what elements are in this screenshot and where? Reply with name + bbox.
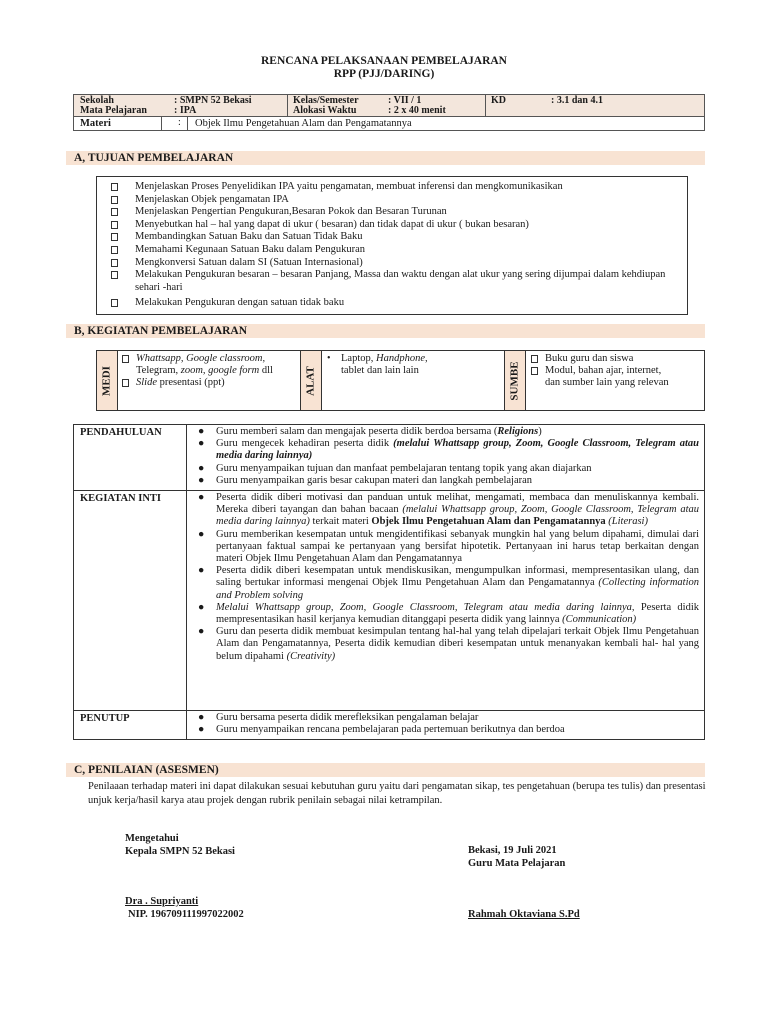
- list-item-text: Buku guru dan siswa: [545, 353, 634, 364]
- bullet-icon: ●: [198, 601, 205, 613]
- list-item: [111, 219, 677, 232]
- alokasi-label: Alokasi Waktu: [293, 105, 357, 116]
- list-item: [194, 626, 699, 663]
- list-item-text: Menjelaskan Objek pengamatan IPA: [135, 193, 289, 205]
- materi-label: Materi: [80, 118, 111, 129]
- list-item: [194, 438, 699, 462]
- list-item: [325, 353, 475, 377]
- alokasi-value: : 2 x 40 menit: [388, 105, 446, 116]
- media-apps-text: Whattsapp, Google classroom,: [136, 353, 266, 364]
- sekolah-value: : SMPN 52 Bekasi: [174, 95, 252, 106]
- list-item-text: Menjelaskan Proses Penyelidikan IPA yaitu pengamatan, membuat inferensi dan mengkomunikasikan: [135, 181, 563, 192]
- checkbox-square-icon: [111, 233, 118, 241]
- media-ppt-text: presentasi (ppt): [157, 377, 225, 388]
- list-item: [111, 231, 677, 244]
- guru-name: Rahmah Oktaviana S.Pd: [468, 909, 580, 920]
- list-item: [194, 565, 699, 602]
- literasi-text: (Literasi): [605, 516, 648, 528]
- bullet-icon: ●: [198, 426, 205, 437]
- list-item: [194, 602, 699, 626]
- bullet-icon: ●: [198, 712, 205, 723]
- list-item: [111, 206, 677, 219]
- divider: [161, 117, 162, 130]
- list-item: [194, 463, 699, 475]
- list-item-text: Peserta didik diberi kesempatan untuk mendiskusikan, mengumpulkan informasi, mempresentasikan ulang, dan saling bertukar informasi mengenai Objek Ilmu Pengetahuan Alam dan Pengamatannya: [216, 565, 699, 589]
- list-item-text: Peserta didik diberi motivasi dan panduan untuk melihat, mengamati, membaca dan menuliskannya kembali. Mereka diberi tayangan dan bahan bacaan: [216, 492, 699, 516]
- checkbox-square-icon: [531, 367, 538, 375]
- list-item: [120, 377, 300, 389]
- list-item-text: Mengkonversi Satuan dalam SI (Satuan Internasional): [135, 256, 363, 268]
- guru-mapel-text: Guru Mata Pelajaran: [468, 858, 566, 869]
- table-row-kegiatan-inti: [74, 491, 704, 711]
- checkbox-square-icon: [111, 271, 118, 279]
- list-item-text: Melakukan Pengukuran besaran – besaran Panjang, Massa dan waktu dengan alat ukur yang sering dijumpai dalam kehdiupan sehari -hari: [135, 269, 666, 293]
- channels-text: Melalui Whattsapp group, Zoom, Google Classroom, Telegram atau media daring lainnya,: [216, 601, 635, 613]
- mengetahui-text: Mengetahui: [125, 833, 179, 844]
- bullet-icon: •: [327, 353, 331, 364]
- pendahuluan-list: [194, 426, 699, 487]
- kelas-value: : VII / 1: [388, 95, 422, 106]
- list-item-text: Membandingkan Satuan Baku dan Satuan Tidak Baku: [135, 231, 363, 243]
- list-item: [111, 269, 677, 294]
- list-item: [111, 194, 677, 207]
- materi-emphasis-text: Objek Ilmu Pengetahuan Alam dan Pengamatannya: [371, 516, 606, 528]
- alat-header-text: ALAT: [304, 365, 317, 396]
- table-row-pendahuluan: [74, 425, 704, 491]
- list-item: [529, 353, 689, 365]
- media-header-text: MEDI: [100, 365, 113, 396]
- kd-value: : 3.1 dan 4.1: [551, 95, 603, 106]
- bullet-icon: ●: [198, 626, 205, 638]
- list-item: [111, 257, 677, 270]
- list-item: [194, 475, 699, 487]
- divider: [485, 95, 486, 118]
- kegiatan-inti-label: KEGIATAN INTI: [74, 491, 187, 710]
- list-item: [194, 712, 699, 724]
- alat-handphone-text: Handphone,: [376, 353, 428, 364]
- divider: [287, 95, 288, 118]
- tujuan-list-box: [96, 176, 688, 315]
- list-item-text: Memahami Kegunaan Satuan Baku dalam Pengukuran: [135, 243, 366, 255]
- bullet-icon: ●: [198, 492, 205, 503]
- media-telegram-text: Telegram,: [136, 365, 181, 376]
- bullet-icon: ●: [198, 438, 205, 450]
- penilaian-text: Penilaaan terhadap materi ini dapat dilakukan sesuai kebutuhan guru yaitu dari pengamatan sikap, tes pengetahuan (berupa tes tulis) dan presentasi unjuk kerja/hasil karya atau projek dengan rubrik penilain sebagai nilai ketrampilan.: [88, 781, 706, 806]
- signature-right-block: [468, 844, 565, 870]
- list-item-text: Melakukan Pengukuran dengan satuan tidak baku: [135, 297, 345, 309]
- list-item-text: Menjelaskan Pengertian Pengukuran,Besaran Pokok dan Besaran Turunan: [135, 206, 447, 218]
- alat-column-header: [301, 351, 322, 410]
- list-item-text: ): [538, 426, 542, 437]
- bullet-icon: ●: [198, 462, 205, 474]
- list-item-text: Guru memberi salam dan mengajak peserta didik berdoa bersama (: [216, 426, 498, 437]
- kegiatan-table: [73, 424, 705, 740]
- kelas-label: Kelas/Semester: [293, 95, 359, 106]
- kd-label: KD: [491, 95, 506, 106]
- signature-left-block: [125, 832, 235, 858]
- list-item-text: Guru menyampaikan tujuan dan manfaat pembelajaran tentang topik yang akan diajarkan: [216, 462, 592, 474]
- checkbox-square-icon: [111, 196, 118, 204]
- table-row-penutup: [74, 711, 704, 739]
- list-item-text: Guru memberikan kesempatan untuk mengidentifikasi sebanyak mungkin hal yang belum dipahami, dimulai dari pertanyaan faktual sampai ke pertanyaan yang bersifat hipotetik. Pertanyaan ini harus tetap berkaitan dengan materi Objek Ilmu Pengetahuan Alam dan Pengamatannya: [216, 528, 699, 565]
- checkbox-square-icon: [122, 379, 129, 387]
- checkbox-square-icon: [111, 221, 118, 229]
- penutup-label: PENUTUP: [74, 711, 187, 739]
- info-table: [73, 94, 705, 132]
- communication-text: (Communication): [562, 614, 637, 626]
- list-item-text: Guru dan peserta didik membuat kesimpulan tentang hal-hal yang telah dipelajari terkait Objek Ilmu Pengetahuan Alam dan Pengamatannya, Peserta didik kemudian diberi kesempatan untuk menanyakan kembali hal- hal yang belum dipahami: [216, 626, 699, 662]
- tujuan-list: [111, 181, 677, 310]
- list-item: [194, 529, 699, 566]
- checkbox-square-icon: [111, 208, 118, 216]
- list-item-text: Menyebutkan hal – hal yang dapat di ukur ( besaran) dan tidak dapat di ukur ( bukan besaran): [135, 218, 529, 230]
- sumber-column-header: [505, 351, 526, 410]
- info-header-row: [73, 94, 705, 117]
- list-item-text: Guru menyampaikan rencana pembelajaran pada pertemuan berikutnya dan berdoa: [216, 724, 565, 736]
- list-item-text: Guru bersama peserta didik merefleksikan pengalaman belajar: [216, 712, 479, 723]
- creativity-text: (Creativity): [286, 650, 336, 662]
- media-zoom-text: zoom, google form: [180, 365, 260, 376]
- list-item: [194, 426, 699, 438]
- bullet-icon: ●: [198, 724, 205, 736]
- section-a-heading: A, TUJUAN PEMBELAJARAN: [66, 151, 705, 165]
- list-item-text: Modul, bahan ajar, internet, dan sumber lain yang relevan: [545, 365, 669, 388]
- media-slide-text: Slide: [136, 377, 157, 388]
- bullet-icon: ●: [198, 565, 205, 577]
- alat-list: [325, 353, 475, 377]
- bullet-icon: ●: [198, 474, 205, 486]
- collecting-text: (Collecting information and Problem solving: [216, 577, 699, 601]
- list-item: [120, 353, 300, 377]
- list-item-text: terkait materi: [309, 516, 372, 528]
- alat-laptop-text: Laptop,: [341, 353, 376, 364]
- list-item-text: Peserta didik mempresentasikan hasil kerjanya kemudian ditanggapi peserta didik yang lainnya: [216, 601, 699, 626]
- divider: [187, 117, 188, 130]
- religions-text: Religions: [497, 426, 539, 437]
- sumber-list: [529, 353, 689, 389]
- media-column-header: [97, 351, 118, 410]
- document-title: RENCANA PELAKSANAAN PEMBELAJARAN: [261, 55, 507, 67]
- checkbox-square-icon: [531, 355, 538, 363]
- list-item: [194, 724, 699, 736]
- list-item: [194, 492, 699, 529]
- sumber-header-text: SUMBE: [508, 360, 521, 401]
- bullet-icon: ●: [198, 528, 205, 540]
- checkbox-square-icon: [111, 299, 118, 307]
- channels-text: (melalui Whattsapp group, Zoom, Google Classroom, Telegram atau media daring lainnya): [216, 438, 699, 462]
- list-item: [529, 365, 689, 389]
- kepala-sekolah-name: Dra . Supriyanti: [125, 896, 199, 907]
- section-c-heading: C, PENILAIAN (ASESMEN): [66, 763, 705, 777]
- checkbox-square-icon: [111, 246, 118, 254]
- document-subtitle: RPP (PJJ/DARING): [333, 68, 435, 80]
- materi-colon: :: [178, 117, 181, 128]
- list-item: [111, 181, 677, 194]
- materi-value: Objek Ilmu Pengetahuan Alam dan Pengamatannya: [195, 118, 412, 129]
- list-item: [111, 244, 677, 257]
- materi-row: [73, 117, 705, 131]
- kepala-sekolah-nip: NIP. 196709111997022002: [128, 909, 244, 920]
- channels-text: (melalui Whattsapp group, Zoom, Google Classroom, Telegram atau media daring lainnya): [216, 504, 699, 528]
- tempat-tanggal-text: Bekasi, 19 Juli 2021: [468, 845, 557, 856]
- mapel-label: Mata Pelajaran: [80, 105, 147, 116]
- checkbox-square-icon: [111, 183, 118, 191]
- media-list: [120, 353, 300, 389]
- list-item-text: Guru mengecek kehadiran peserta didik: [216, 438, 394, 450]
- sekolah-label: Sekolah: [80, 95, 114, 106]
- kepala-sekolah-text: Kepala SMPN 52 Bekasi: [125, 846, 235, 857]
- list-item: [111, 297, 677, 310]
- alat-tablet-text: tablet dan lain lain: [341, 365, 419, 376]
- section-b-heading: B, KEGIATAN PEMBELAJARAN: [66, 324, 705, 338]
- pendahuluan-label: PENDAHULUAN: [74, 425, 187, 490]
- kegiatan-inti-list: [194, 492, 699, 663]
- media-alat-sumber-table: [96, 350, 705, 411]
- penutup-list: [194, 712, 699, 736]
- checkbox-square-icon: [111, 259, 118, 267]
- list-item-text: Guru menyampaikan garis besar cakupan materi dan langkah pembelajaran: [216, 474, 533, 486]
- checkbox-square-icon: [122, 355, 129, 363]
- mapel-value: : IPA: [174, 105, 197, 116]
- media-dll-text: dll: [259, 365, 273, 376]
